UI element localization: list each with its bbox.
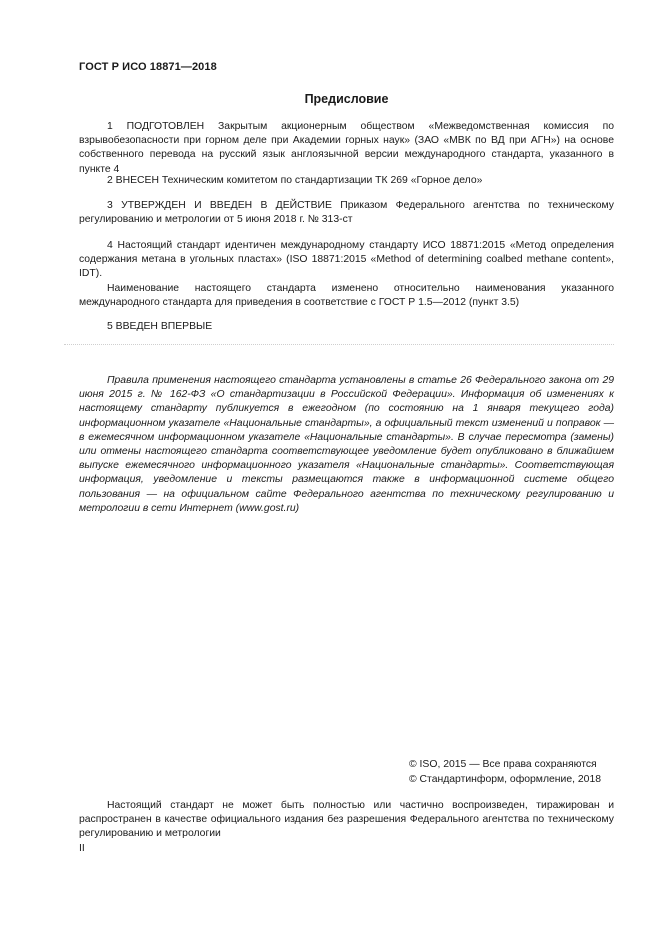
item-2-text: 2 ВНЕСЕН Техническим комитетом по стандартизации ТК 269 «Горное дело» bbox=[107, 175, 483, 186]
rules-note: Правила применения настоящего стандарта установлены в статье 26 Федерального закона от 29 июня 2015 г. № 162-ФЗ «О стандартизации в Российской Федерации». Информация об изменениях к настоящему стандарту публикуется в ежегодном (по состоянию на 1 января текущего года) информационном указателе «Национальные стандарты», а официальный текст изменений и поправок — в ежемесячном информационном указателе «Национальные стандарты». В случае пересмотра (замены) или отмены настоящего стандарта соответствующее уведомление будет опубликовано в ближайшем выпуске ежемесячного информационного указателя «Национальные стандарты». Соответствующая информация, уведомление и тексты размещаются также в информационной системе общего пользования — на официальном сайте Федерального агентства по техническому регулированию и метрологии в сети Интернет (www.gost.ru) bbox=[79, 375, 614, 514]
item-4 bbox=[79, 239, 614, 310]
copyright-iso: © ISO, 2015 — Все права сохраняются bbox=[409, 759, 597, 770]
page-title bbox=[0, 92, 661, 106]
item-1-text: 1 ПОДГОТОВЛЕН Закрытым акционерным обществом «Межведомственная комиссия по взрывобезопасности при горном деле при Академии горных наук» (ЗАО «МВК по ВД при АГН») на основе собственного перевода на русский язык англоязычной версии международного стандарта, указанного в пункте 4 bbox=[79, 121, 614, 175]
item-5-text: 5 ВВЕДЕН ВПЕРВЫЕ bbox=[107, 321, 213, 332]
item-2 bbox=[79, 174, 614, 188]
copyright-block bbox=[409, 758, 601, 787]
item-1 bbox=[79, 120, 614, 177]
item-3 bbox=[79, 199, 614, 227]
standard-code-header: ГОСТ Р ИСО 18871—2018 bbox=[79, 61, 217, 73]
reproduction-notice: Настоящий стандарт не может быть полностью или частично воспроизведен, тиражирован и распространен в качестве официального издания без разрешения Федерального агентства по техническому регулированию и метрологии bbox=[79, 800, 614, 840]
item-4-text: 4 Настоящий стандарт идентичен международному стандарту ИСО 18871:2015 «Метод определения содержания метана в угольных пластах» (ISO 18871:2015 «Method of determining coalbed methane content», IDT). bbox=[79, 240, 614, 280]
item-5 bbox=[79, 320, 614, 334]
item-3-text: 3 УТВЕРЖДЕН И ВВЕДЕН В ДЕЙСТВИЕ Приказом Федерального агентства по техническому регулированию и метрологии от 5 июня 2018 г. № 313-ст bbox=[79, 200, 614, 226]
item-4-note: Наименование настоящего стандарта изменено относительно наименования указанного международного стандарта для приведения в соответствие с ГОСТ Р 1.5—2012 (пункт 3.5) bbox=[79, 282, 614, 308]
section-divider bbox=[64, 344, 614, 345]
copyright-standartinform: © Стандартинформ, оформление, 2018 bbox=[409, 773, 602, 785]
page-title-text: Предисловие bbox=[304, 92, 389, 106]
page-number: II bbox=[79, 843, 85, 854]
